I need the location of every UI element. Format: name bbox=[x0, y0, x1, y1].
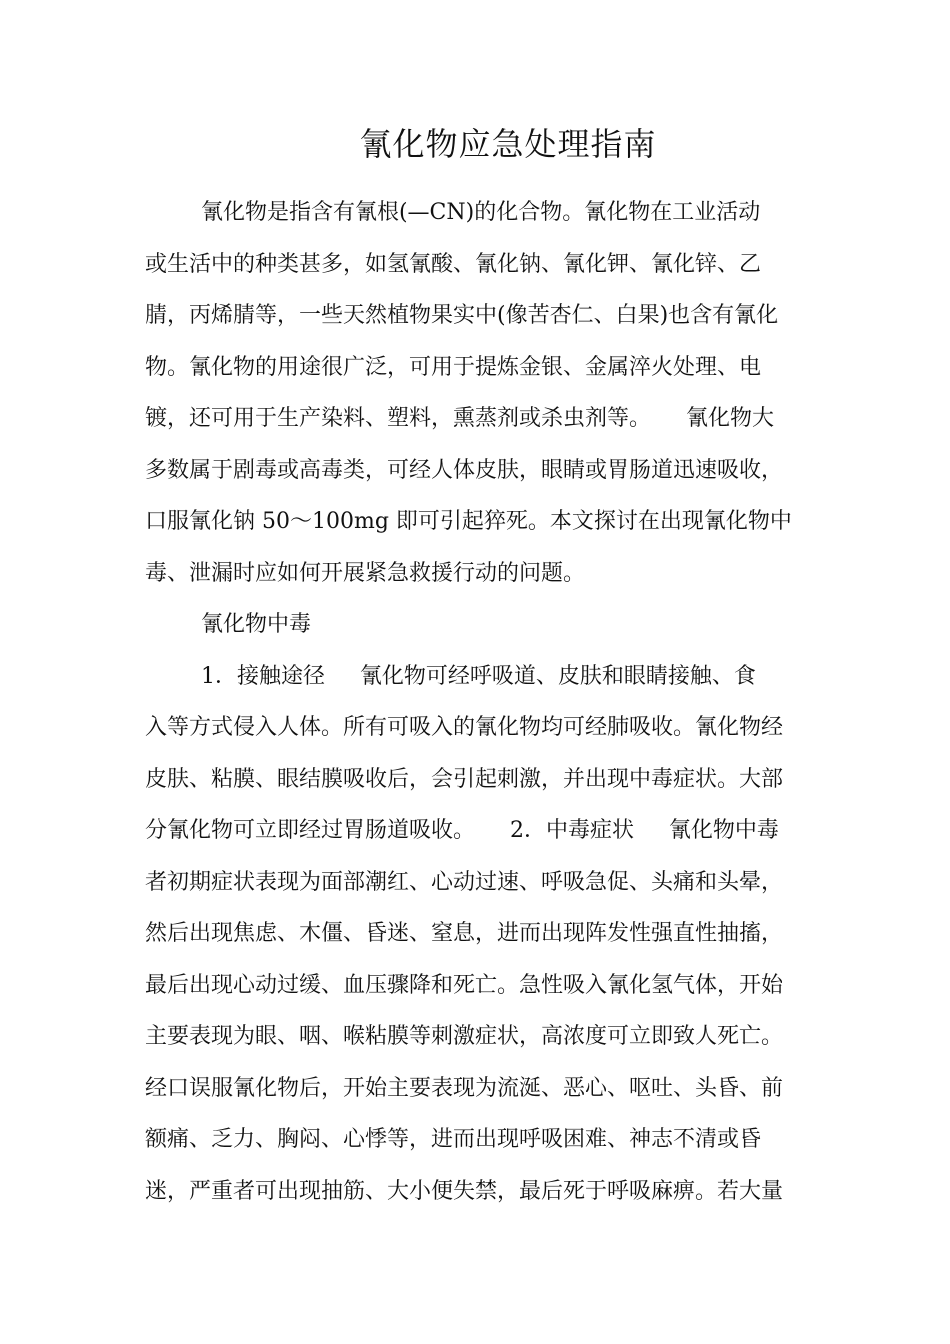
body-text-line: 氰化物中毒 bbox=[145, 612, 311, 637]
body-text-line: 分氰化物可立即经过胃肠道吸收。 2．中毒症状 氰化物中毒 bbox=[145, 818, 779, 843]
body-text-line: 皮肤、粘膜、眼结膜吸收后，会引起刺激，并出现中毒症状。大部 bbox=[145, 766, 784, 792]
body-text-line: 1．接触途径 氰化物可经呼吸道、皮肤和眼睛接触、食 bbox=[145, 663, 756, 689]
body-text-line: 腈，丙烯腈等，一些天然植物果实中(像苦杏仁、白果)也含有氰化 bbox=[145, 303, 779, 328]
body-text-line: 者初期症状表现为面部潮红、心动过速、呼吸急促、头痛和头晕， bbox=[145, 869, 784, 895]
body-text-line: 额痛、乏力、胸闷、心悸等，进而出现呼吸困难、神志不清或昏 bbox=[145, 1127, 762, 1152]
body-text-line: 镀，还可用于生产染料、塑料，熏蒸剂或杀虫剂等。 氰化物大 bbox=[145, 406, 774, 431]
body-text-line: 迷，严重者可出现抽筋、大小便失禁，最后死于呼吸麻痹。若大量 bbox=[145, 1178, 784, 1204]
body-text-line: 入等方式侵入人体。所有可吸入的氰化物均可经肺吸收。氰化物经 bbox=[145, 715, 784, 740]
body-text-line: 或生活中的种类甚多，如氢氰酸、氰化钠、氰化钾、氰化锌、乙 bbox=[145, 251, 762, 277]
body-text-line: 主要表现为眼、咽、喉粘膜等刺激症状，高浓度可立即致人死亡。 bbox=[145, 1024, 784, 1049]
body-text-line: 最后出现心动过缓、血压骤降和死亡。急性吸入氰化氢气体，开始 bbox=[145, 972, 784, 998]
body-text-line: 多数属于剧毒或高毒类，可经人体皮肤，眼睛或胃肠道迅速吸收， bbox=[145, 457, 784, 483]
document-title: 氰化物应急处理指南 bbox=[359, 125, 657, 163]
body-text-line: 氰化物是指含有氰根(—CN)的化合物。氰化物在工业活动 bbox=[145, 200, 761, 225]
body-text-line: 经口误服氰化物后，开始主要表现为流涎、恶心、呕吐、头昏、前 bbox=[145, 1075, 784, 1101]
body-text-line: 毒、泄漏时应如何开展紧急救援行动的问题。 bbox=[145, 560, 586, 586]
body-text-line: 口服氰化钠 50～100mg 即可引起猝死。本文探讨在出现氰化物中 bbox=[145, 509, 792, 534]
body-text-line: 物。氰化物的用途很广泛，可用于提炼金银、金属淬火处理、电 bbox=[145, 354, 762, 380]
body-text-line: 然后出现焦虑、木僵、昏迷、窒息，进而出现阵发性强直性抽搐， bbox=[145, 921, 784, 946]
